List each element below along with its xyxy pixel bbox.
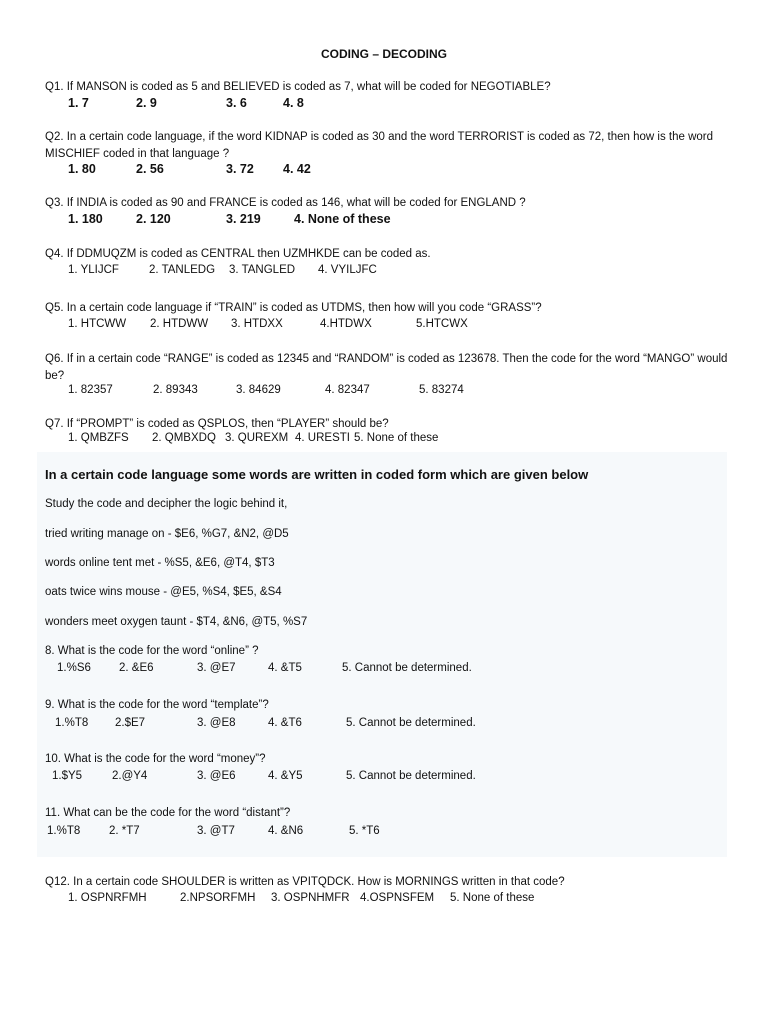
- option: 3. QUREXM: [225, 432, 289, 444]
- option: 5. *T6: [349, 825, 380, 837]
- option: 5. None of these: [450, 892, 535, 904]
- option: 4. 8: [283, 96, 304, 110]
- question-5: Q5. In a certain code language if “TRAIN” is coded as UTDMS, then how will you code “GRASS”?: [45, 302, 542, 314]
- option: 4.HTDWX: [320, 318, 372, 330]
- option: 3. @E7: [197, 662, 236, 674]
- option: 2. &E6: [119, 662, 154, 674]
- option: 3. @E6: [197, 770, 236, 782]
- question-9-options: [55, 717, 735, 733]
- option: 3. OSPNHMFR: [271, 892, 350, 904]
- question-4: Q4. If DDMUQZM is coded as CENTRAL then UZMHKDE can be coded as.: [45, 248, 431, 260]
- option: 1.%S6: [57, 662, 91, 674]
- option: 3. 72: [226, 162, 254, 176]
- code-line: words online tent met - %S5, &E6, @T4, $T3: [45, 557, 275, 569]
- question-10-options: [52, 770, 732, 786]
- question-7: Q7. If “PROMPT” is coded as QSPLOS, then “PLAYER” should be?: [45, 418, 389, 430]
- option: 3. @T7: [197, 825, 235, 837]
- question-7-options: [68, 432, 748, 448]
- option: 1. HTCWW: [68, 318, 127, 330]
- option: 1.$Y5: [52, 770, 83, 782]
- section-intro: Study the code and decipher the logic behind it,: [45, 498, 288, 510]
- option: 5. Cannot be determined.: [346, 770, 476, 782]
- code-line: oats twice wins mouse - @E5, %S4, $E5, &S4: [45, 586, 282, 598]
- option: 1.%T8: [47, 825, 81, 837]
- option: 5. None of these: [354, 432, 439, 444]
- option: 4.OSPNSFEM: [360, 892, 435, 904]
- question-8-options: [57, 662, 737, 678]
- question-2: Q2. In a certain code language, if the word KIDNAP is coded as 30 and the word TERRORIST is coded as 72, then how is the word MISCHIEF coded in that language ?: [45, 131, 714, 160]
- option: 1. 180: [68, 212, 103, 226]
- option: 2. 56: [136, 162, 164, 176]
- option: 2.$E7: [115, 717, 146, 729]
- question-1-options: [68, 96, 748, 112]
- question-8: 8. What is the code for the word “online” ?: [45, 645, 259, 657]
- option: 4. VYILJFC: [318, 264, 377, 276]
- option: 3. TANGLED: [229, 264, 296, 276]
- option: 4. 42: [283, 162, 311, 176]
- question-10: 10. What is the code for the word “money”?: [45, 753, 266, 765]
- option: 3. 84629: [236, 384, 281, 396]
- code-line: wonders meet oxygen taunt - $T4, &N6, @T5, %S7: [45, 616, 308, 628]
- option: 4. &T6: [268, 717, 302, 729]
- question-5-options: [68, 318, 748, 334]
- option: 4. &N6: [268, 825, 304, 837]
- option: 1. OSPNRFMH: [68, 892, 147, 904]
- option: 2. *T7: [109, 825, 140, 837]
- option: 5. Cannot be determined.: [346, 717, 476, 729]
- option: 1. 7: [68, 96, 89, 110]
- question-11-options: [47, 825, 727, 841]
- option: 1. QMBZFS: [68, 432, 129, 444]
- question-6-options: [68, 384, 748, 400]
- option: 1. 82357: [68, 384, 113, 396]
- question-9: 9. What is the code for the word “template”?: [45, 699, 269, 711]
- option: 4. None of these: [294, 212, 391, 226]
- question-3: Q3. If INDIA is coded as 90 and FRANCE is coded as 146, what will be coded for ENGLAND ?: [45, 197, 526, 209]
- option: 2. HTDWW: [150, 318, 209, 330]
- question-1: Q1. If MANSON is coded as 5 and BELIEVED is coded as 7, what will be coded for NEGOTIABLE?: [45, 81, 551, 93]
- option: 4. URESTI: [295, 432, 350, 444]
- option: 2. 89343: [153, 384, 198, 396]
- question-12: Q12. In a certain code SHOULDER is written as VPITQDCK. How is MORNINGS written in that code?: [45, 876, 565, 888]
- option: 5.HTCWX: [416, 318, 468, 330]
- code-line: tried writing manage on - $E6, %G7, &N2, @D5: [45, 528, 289, 540]
- option: 3. 6: [226, 96, 247, 110]
- option: 1. 80: [68, 162, 96, 176]
- option: 4. &Y5: [268, 770, 303, 782]
- option: 2. 120: [136, 212, 171, 226]
- option: 1. YLIJCF: [68, 264, 119, 276]
- question-2-options: [68, 162, 748, 178]
- option: 4. &T5: [268, 662, 302, 674]
- page-title: CODING – DECODING: [320, 47, 447, 61]
- question-12-options: [68, 892, 748, 908]
- option: 5. Cannot be determined.: [342, 662, 472, 674]
- option: 3. @E8: [197, 717, 236, 729]
- question-4-options: [68, 264, 748, 280]
- option: 4. 82347: [325, 384, 370, 396]
- option: 3. HTDXX: [231, 318, 283, 330]
- option: 2. 9: [136, 96, 157, 110]
- question-11: 11. What can be the code for the word “distant”?: [45, 807, 291, 819]
- section-heading: In a certain code language some words are written in coded form which are given below: [45, 467, 589, 482]
- option: 2.@Y4: [112, 770, 148, 782]
- option: 3. 219: [226, 212, 261, 226]
- question-6: Q6. If in a certain code “RANGE” is coded as 12345 and “RANDOM” is coded as 123678. Then the code for the word “MANGO” would be?: [45, 353, 728, 382]
- question-3-options: [68, 212, 748, 228]
- option: 2.NPSORFMH: [180, 892, 256, 904]
- option: 2. QMBXDQ: [152, 432, 216, 444]
- option: 5. 83274: [419, 384, 464, 396]
- option: 2. TANLEDG: [149, 264, 216, 276]
- option: 1.%T8: [55, 717, 89, 729]
